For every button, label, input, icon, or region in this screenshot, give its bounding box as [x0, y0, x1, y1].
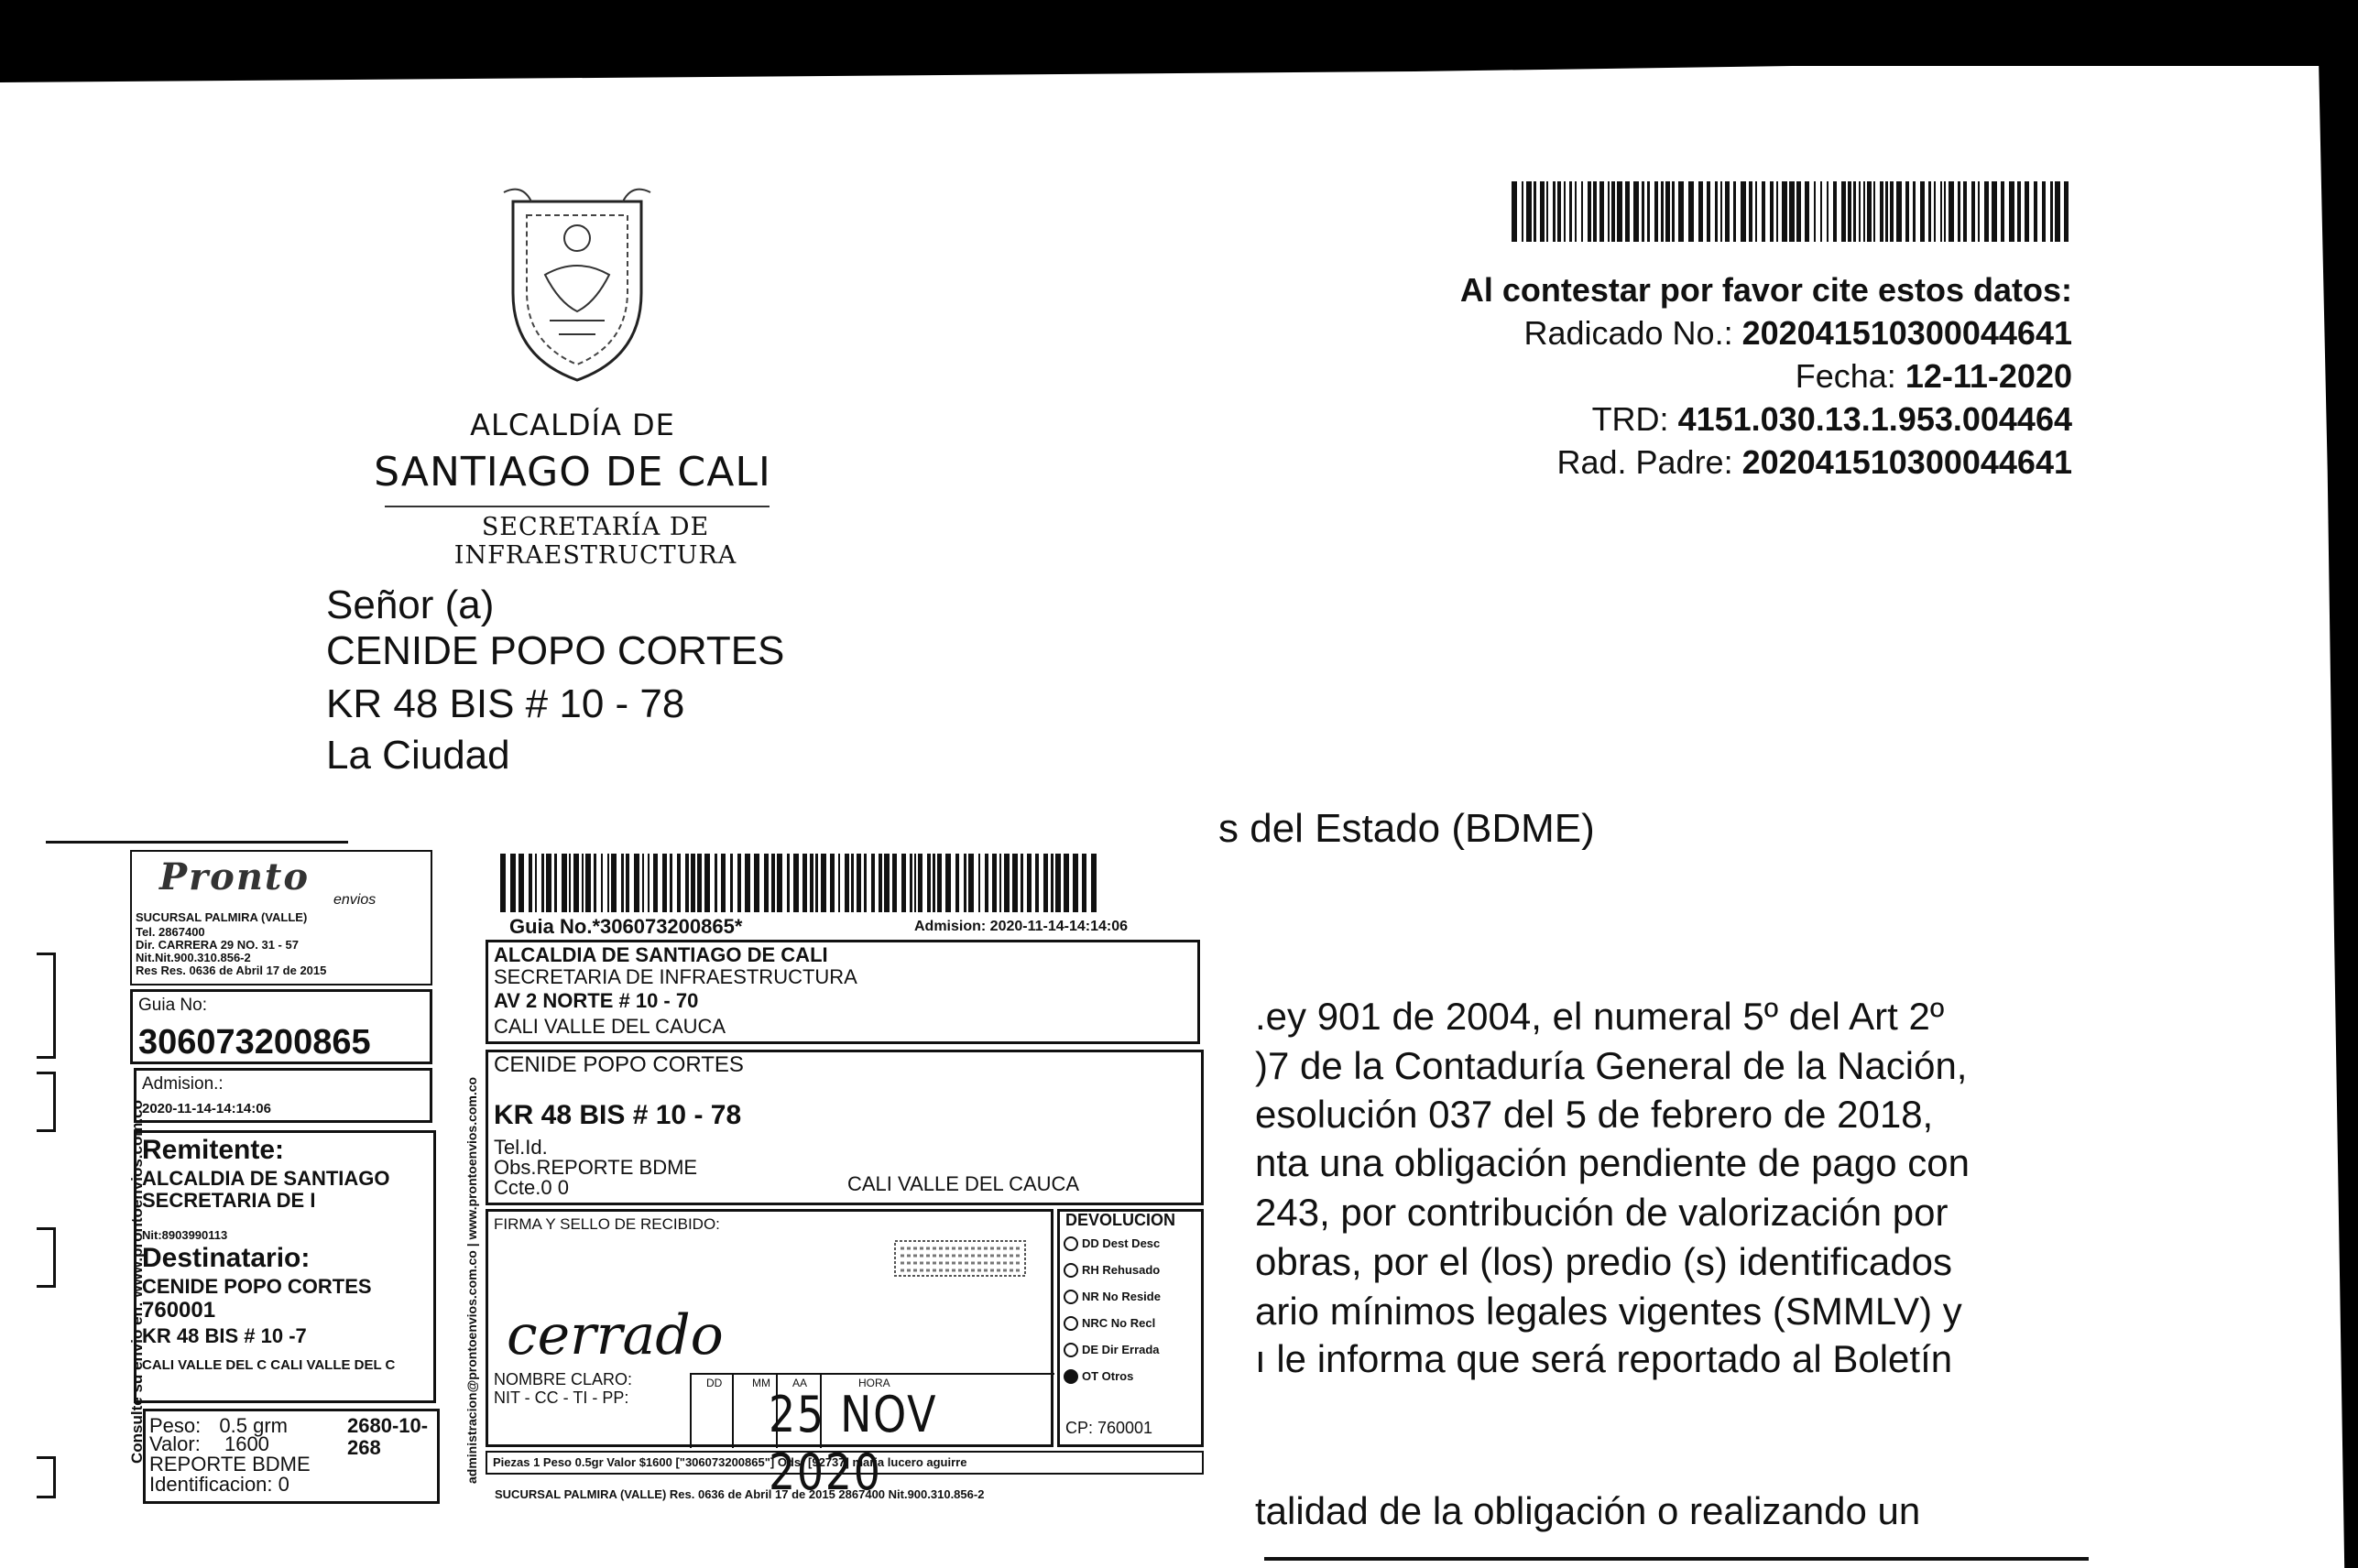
- barcode-bar: [927, 854, 931, 912]
- barcode-bar: [1043, 854, 1048, 912]
- sender-line2: SECRETARIA DE INFRAESTRUCTURA: [494, 965, 857, 988]
- stub-guia-box: [130, 989, 432, 1064]
- barcode-bar: [864, 854, 867, 912]
- barcode-bar: [1940, 181, 1942, 242]
- peso-value: 0.5 grm: [219, 1414, 288, 1437]
- barcode-bar: [1880, 181, 1883, 242]
- subject-visible: s del Estado (BDME): [1218, 806, 1595, 851]
- barcode-bar: [1885, 181, 1888, 242]
- devolucion-option[interactable]: DE Dir Errada: [1064, 1336, 1161, 1363]
- recipient-name: CENIDE POPO CORTES: [494, 1052, 744, 1077]
- barcode-bar: [901, 854, 906, 912]
- barcode-bar: [634, 854, 639, 912]
- margin-bracket: [37, 1456, 56, 1498]
- barcode-bar: [999, 854, 1001, 912]
- barcode-bar: [1012, 854, 1018, 912]
- barcode-bar: [810, 854, 813, 912]
- barcode-bar: [745, 854, 750, 912]
- stub-nit: Nit.Nit.900.310.856-2: [136, 951, 251, 964]
- barcode-bar: [1678, 181, 1684, 242]
- peso-label: Peso:: [149, 1414, 202, 1437]
- barcode-bar: [573, 854, 579, 912]
- barcode-bar: [1782, 181, 1787, 242]
- barcode-bar: [611, 854, 617, 912]
- barcode-bar: [1055, 854, 1061, 912]
- stub-guia-label: Guia No:: [138, 996, 207, 1015]
- barcode-bar: [691, 854, 695, 912]
- barcode-bar: [569, 854, 571, 912]
- barcode-bar: [1944, 181, 1946, 242]
- radio-icon: [1064, 1343, 1078, 1357]
- barcode-bar: [1833, 181, 1837, 242]
- barcode-bar: [978, 854, 980, 912]
- barcode-bar: [1688, 181, 1694, 242]
- addressee-salutation: Señor (a): [326, 583, 495, 627]
- barcode-bar: [1672, 181, 1675, 242]
- barcode-bar: [1749, 181, 1752, 242]
- date-divider: [732, 1375, 734, 1448]
- received-stamp-smudge: [891, 1236, 1029, 1281]
- barcode-bar: [562, 854, 567, 912]
- org-name-line2: SANTIAGO DE CALI: [374, 449, 771, 495]
- barcode-bar: [1863, 181, 1865, 242]
- barcode-bar: [621, 854, 624, 912]
- remitente-line1: ALCALDIA DE SANTIAGO: [142, 1167, 390, 1190]
- stub-dir: Dir. CARRERA 29 NO. 31 - 57: [136, 938, 299, 952]
- barcode-bar: [653, 854, 658, 912]
- barcode-bar: [992, 854, 997, 912]
- barcode-bar: [1581, 181, 1583, 242]
- remitente-line2: SECRETARIA DE I: [142, 1189, 316, 1212]
- label-side-text: administracion@prontoenvios.com.co | www.prontoenvios.com.co: [464, 1076, 479, 1484]
- margin-line: [46, 841, 348, 844]
- barcode-bar: [1593, 181, 1597, 242]
- destinatario-address: KR 48 BIS # 10 -7: [142, 1324, 307, 1347]
- barcode-bar: [1064, 854, 1069, 912]
- barcode-bar: [1564, 181, 1566, 242]
- barcode-bar: [1890, 181, 1894, 242]
- barcode-bar: [1992, 181, 1997, 242]
- org-name-line1: ALCALDÍA DE: [470, 408, 675, 442]
- barcode-bar: [1073, 854, 1078, 912]
- barcode-bar: [1762, 181, 1765, 242]
- barcode-bar: [582, 854, 584, 912]
- barcode-bar: [1599, 181, 1604, 242]
- barcode-bar: [1633, 181, 1639, 242]
- barcode-bar: [830, 854, 835, 912]
- barcode-bar: [1873, 181, 1875, 242]
- body-line-3: esolución 037 del 5 de febrero de 2018,: [1255, 1093, 1934, 1136]
- devolucion-option[interactable]: NR No Reside: [1064, 1283, 1161, 1310]
- margin-bracket: [37, 1072, 56, 1132]
- firma-label: FIRMA Y SELLO DE RECIBIDO:: [494, 1215, 720, 1233]
- barcode-bar: [1540, 181, 1545, 242]
- scan-border-right: [2290, 0, 2358, 1568]
- coat-of-arms-seal: [495, 183, 660, 385]
- destinatario-name: CENIDE POPO CORTES: [142, 1275, 372, 1298]
- barcode-bar: [721, 854, 726, 912]
- fecha-value: 12-11-2020: [1905, 357, 2072, 395]
- barcode-bar: [1971, 181, 1975, 242]
- barcode-bar: [815, 854, 818, 912]
- barcode-bar: [1707, 181, 1710, 242]
- body-line-6: obras, por el (los) predio (s) identificados: [1255, 1240, 1953, 1283]
- body-line-2: )7 de la Contaduría General de la Nación,: [1255, 1044, 1968, 1087]
- received-date-stamp: 25 NOV 2020: [769, 1386, 938, 1501]
- addressee-address: KR 48 BIS # 10 - 78: [326, 681, 685, 726]
- recipient-address: KR 48 BIS # 10 - 78: [494, 1100, 742, 1130]
- stub-res: Res Res. 0636 de Abril 17 de 2015: [136, 964, 327, 977]
- barcode-bar: [1625, 181, 1630, 242]
- barcode-bar: [1733, 181, 1736, 242]
- org-department: SECRETARÍA DE INFRAESTRUCTURA: [453, 513, 737, 570]
- stub-identificacion: Identificacion: 0: [149, 1473, 289, 1496]
- barcode-bar: [2017, 181, 2021, 242]
- barcode-bar: [2001, 181, 2004, 242]
- barcode-bar: [937, 854, 942, 912]
- barcode-bar: [1896, 181, 1902, 242]
- barcode-bar: [838, 854, 840, 912]
- footer-line: Piezas 1 Peso 0.5gr Valor $1600 ["306073200865"] Ods: [92737] maria lucero aguirre: [493, 1455, 967, 1469]
- date-mm: MM: [752, 1377, 770, 1389]
- barcode-bar: [945, 854, 951, 912]
- radio-icon: [1064, 1263, 1078, 1278]
- citation-heading: Al contestar por favor cite estos datos:: [1459, 271, 2072, 309]
- barcode-bar: [1789, 181, 1795, 242]
- barcode-bar: [670, 854, 672, 912]
- barcode-bar: [1642, 181, 1644, 242]
- barcode-bar: [964, 854, 966, 912]
- date-hora: HORA: [858, 1377, 890, 1389]
- margin-bracket: [37, 1227, 56, 1288]
- barcode-bar: [914, 854, 916, 912]
- barcode-bar: [704, 854, 710, 912]
- barcode-bar: [601, 854, 603, 912]
- barcode-bar: [500, 854, 506, 912]
- destinatario-city: CALI VALLE DEL C CALI VALLE DEL C: [142, 1357, 396, 1373]
- barcode-bar: [821, 854, 826, 912]
- barcode-bar: [1553, 181, 1556, 242]
- body-line-9: talidad de la obligación o realizando un: [1255, 1489, 1921, 1532]
- barcode-bar: [985, 854, 988, 912]
- barcode-bar: [1958, 181, 1960, 242]
- devolucion-options: [1064, 1230, 1161, 1389]
- brand-logo: Pronto: [159, 855, 311, 898]
- devolucion-title: DEVOLUCION: [1065, 1211, 1176, 1229]
- barcode-bar: [857, 854, 861, 912]
- barcode-bar: [771, 854, 775, 912]
- recipient-tel: Tel.Id.: [494, 1136, 548, 1159]
- barcode-bar: [607, 854, 609, 912]
- barcode-bar: [1814, 181, 1816, 242]
- barcode-bar: [1741, 181, 1746, 242]
- barcode-bar: [1608, 181, 1610, 242]
- fecha-label: Fecha:: [1795, 357, 1896, 395]
- barcode-bar: [697, 854, 702, 912]
- barcode-bar: [585, 854, 591, 912]
- recipient-city: CALI VALLE DEL CAUCA: [847, 1172, 1080, 1195]
- handwritten-signature: cerrado: [507, 1303, 724, 1367]
- barcode-bar: [535, 854, 537, 912]
- barcode-bar: [2009, 181, 2014, 242]
- recipient-ccte: Ccte.0 0: [494, 1176, 569, 1199]
- barcode-bar: [2050, 181, 2053, 242]
- margin-bracket: [37, 953, 56, 1059]
- citation-trd: [1592, 400, 2072, 439]
- barcode-bar: [1654, 181, 1658, 242]
- devolucion-option[interactable]: OT Otros: [1064, 1363, 1161, 1389]
- barcode-bar: [1522, 181, 1523, 242]
- barcode-bar: [1841, 181, 1846, 242]
- peso-code: 2680-10-268: [347, 1414, 429, 1459]
- barcode-bar: [1770, 181, 1774, 242]
- barcode-bar: [1027, 854, 1032, 912]
- barcode-bar: [737, 854, 741, 912]
- org-divider: [385, 506, 770, 507]
- body-line-4: nta una obligación pendiente de pago con: [1255, 1141, 1970, 1184]
- trd-label: TRD:: [1591, 400, 1669, 438]
- barcode-bar: [594, 854, 596, 912]
- barcode-bar: [519, 854, 524, 912]
- citation-rad-padre: [1556, 443, 2072, 482]
- stub-reporte: REPORTE BDME: [149, 1453, 311, 1475]
- barcode-bar: [1827, 181, 1829, 242]
- barcode-bar: [715, 854, 717, 912]
- barcode-bar: [1913, 181, 1916, 242]
- trd-value: 4151.030.13.1.953.004464: [1677, 400, 2072, 438]
- barcode-bar: [871, 854, 875, 912]
- barcode-bar: [892, 854, 897, 912]
- barcode-bar: [1575, 181, 1577, 242]
- devolucion-option[interactable]: NRC No Recl: [1064, 1310, 1161, 1336]
- barcode-bar: [1569, 181, 1572, 242]
- devolucion-box: [1057, 1209, 1204, 1447]
- barcode-bar: [968, 854, 974, 912]
- sender-line4: CALI VALLE DEL CAUCA: [494, 1015, 726, 1038]
- barcode-bar: [1820, 181, 1822, 242]
- barcode-bar: [1963, 181, 1967, 242]
- document-barcode: [1512, 181, 2070, 242]
- barcode-bar: [1805, 181, 1809, 242]
- barcode-bar: [884, 854, 890, 912]
- barcode-bar: [1588, 181, 1591, 242]
- barcode-bar: [802, 854, 807, 912]
- barcode-bar: [1647, 181, 1650, 242]
- sender-line3: AV 2 NORTE # 10 - 70: [494, 989, 699, 1012]
- barcode-bar: [730, 854, 733, 912]
- barcode-bar: [1796, 181, 1801, 242]
- barcode-bar: [1867, 181, 1872, 242]
- citation-radicado: [1523, 314, 2072, 353]
- rad-padre-value: 202041510300044641: [1741, 443, 2072, 481]
- body-line-5: 243, por contribución de valorización por: [1255, 1191, 1949, 1234]
- barcode-bar: [554, 854, 557, 912]
- barcode-bar: [626, 854, 629, 912]
- radio-icon: [1064, 1290, 1078, 1304]
- radio-icon: [1064, 1316, 1078, 1331]
- barcode-bar: [1665, 181, 1670, 242]
- barcode-bar: [642, 854, 644, 912]
- barcode-bar: [879, 854, 882, 912]
- label-admision: Admision: 2020-11-14-14:14:06: [914, 919, 1128, 934]
- bottom-line: [1264, 1557, 2089, 1561]
- barcode-bar: [1853, 181, 1856, 242]
- barcode-bar: [1534, 181, 1536, 242]
- addressee-name: CENIDE POPO CORTES: [326, 628, 785, 673]
- barcode-bar: [764, 854, 769, 912]
- barcode-bar: [1905, 181, 1909, 242]
- barcode-bar: [546, 854, 551, 912]
- remitente-nit: Nit:8903990113: [142, 1228, 228, 1242]
- stub-parties-box: [134, 1130, 436, 1403]
- stub-side-url: Consulte su envio en: www.prontoenvios.com.co: [128, 1099, 146, 1464]
- barcode-bar: [1091, 854, 1097, 912]
- label-guia: Guia No.*306073200865*: [509, 915, 743, 938]
- destinatario-cp: 760001: [142, 1298, 216, 1323]
- barcode-bar: [1720, 181, 1722, 242]
- destinatario-label: Destinatario:: [142, 1243, 311, 1273]
- barcode-bar: [2034, 181, 2037, 242]
- barcode-bar: [918, 854, 922, 912]
- footer-strip: [486, 1451, 1204, 1475]
- barcode-bar: [2042, 181, 2046, 242]
- barcode-bar: [1051, 854, 1053, 912]
- barcode-bar: [1934, 181, 1936, 242]
- barcode-bar: [910, 854, 912, 912]
- remitente-label: Remitente:: [142, 1135, 285, 1165]
- stub-tel: Tel. 2867400: [136, 925, 205, 939]
- body-line-7: ario mínimos legales vigentes (SMMLV) y: [1255, 1290, 1962, 1333]
- barcode-bar: [1725, 181, 1730, 242]
- brand-sub: envios: [333, 892, 377, 908]
- barcode-bar: [2025, 181, 2029, 242]
- date-dd: DD: [706, 1377, 723, 1389]
- barcode-bar: [955, 854, 959, 912]
- barcode-bar: [777, 854, 782, 912]
- nit-label: NIT - CC - TI - PP:: [494, 1388, 629, 1407]
- barcode-bar: [1611, 181, 1615, 242]
- devolucion-option[interactable]: RH Rehusado: [1064, 1257, 1161, 1283]
- body-line-8: ı le informa que será reportado al Boletín: [1255, 1337, 1953, 1380]
- barcode-bar: [1557, 181, 1561, 242]
- barcode-bar: [2064, 181, 2069, 242]
- barcode-bar: [1526, 181, 1532, 242]
- scan-border-wedge: [0, 55, 2358, 82]
- radio-icon: [1064, 1236, 1078, 1251]
- barcode-bar: [1978, 181, 1980, 242]
- barcode-bar: [845, 854, 849, 912]
- barcode-bar: [685, 854, 689, 912]
- stub-admision-box: [134, 1068, 432, 1123]
- barcode-bar: [1546, 181, 1548, 242]
- barcode-bar: [787, 854, 790, 912]
- radio-icon: [1064, 1369, 1078, 1384]
- barcode-bar: [1920, 181, 1925, 242]
- barcode-bar: [1859, 181, 1861, 242]
- nombre-label: NOMBRE CLARO:: [494, 1370, 633, 1388]
- barcode-bar: [1698, 181, 1703, 242]
- body-line-1: .ey 901 de 2004, el numeral 5º del Art 2º: [1255, 995, 1945, 1038]
- barcode-bar: [648, 854, 650, 912]
- recipient-obs: Obs.REPORTE BDME: [494, 1156, 698, 1179]
- barcode-bar: [2055, 181, 2060, 242]
- barcode-bar: [1776, 181, 1778, 242]
- barcode-bar: [1512, 181, 1517, 242]
- valor-value: 1600: [224, 1432, 269, 1455]
- barcode-bar: [1617, 181, 1622, 242]
- barcode-bar: [793, 854, 799, 912]
- barcode-bar: [851, 854, 854, 912]
- barcode-bar: [529, 854, 532, 912]
- label-barcode: [500, 854, 1105, 912]
- barcode-bar: [754, 854, 759, 912]
- barcode-bar: [677, 854, 681, 912]
- barcode-bar: [510, 854, 516, 912]
- stub-sucursal: SUCURSAL PALMIRA (VALLE): [136, 910, 308, 924]
- sender-line1: ALCALDIA DE SANTIAGO DE CALI: [494, 943, 828, 966]
- devolucion-option[interactable]: DD Dest Desc: [1064, 1230, 1161, 1257]
- barcode-bar: [662, 854, 667, 912]
- barcode-bar: [1755, 181, 1757, 242]
- citation-fecha: [1796, 357, 2072, 396]
- rad-padre-label: Rad. Padre:: [1556, 443, 1733, 481]
- barcode-bar: [541, 854, 544, 912]
- addressee-city: La Ciudad: [326, 733, 510, 778]
- radicado-label: Radicado No.:: [1523, 314, 1733, 352]
- stub-admision-label: Admision.:: [142, 1074, 224, 1094]
- barcode-bar: [933, 854, 935, 912]
- stub-admision-value: 2020-11-14-14:14:06: [142, 1101, 271, 1116]
- radicado-value: 202041510300044641: [1741, 314, 2072, 352]
- valor-label: Valor:: [149, 1432, 201, 1455]
- barcode-bar: [1848, 181, 1851, 242]
- barcode-bar: [1928, 181, 1931, 242]
- barcode-bar: [1021, 854, 1023, 912]
- barcode-bar: [1984, 181, 1989, 242]
- recipient-box: [486, 1050, 1204, 1205]
- stub-guia-value: 306073200865: [138, 1023, 371, 1062]
- barcode-bar: [1004, 854, 1010, 912]
- date-aa: AA: [792, 1377, 808, 1389]
- barcode-bar: [1661, 181, 1664, 242]
- sender-box: [486, 940, 1200, 1044]
- barcode-bar: [1949, 181, 1954, 242]
- barcode-bar: [1082, 854, 1086, 912]
- bottom-line-text: SUCURSAL PALMIRA (VALLE) Res. 0636 de Abril 17 de 2015 2867400 Nit.900.310.856-2: [495, 1487, 985, 1501]
- stub-peso-box: [143, 1409, 440, 1504]
- barcode-bar: [1715, 181, 1718, 242]
- barcode-bar: [1035, 854, 1039, 912]
- stub-header: [130, 850, 432, 985]
- devolucion-cp: CP: 760001: [1065, 1419, 1153, 1437]
